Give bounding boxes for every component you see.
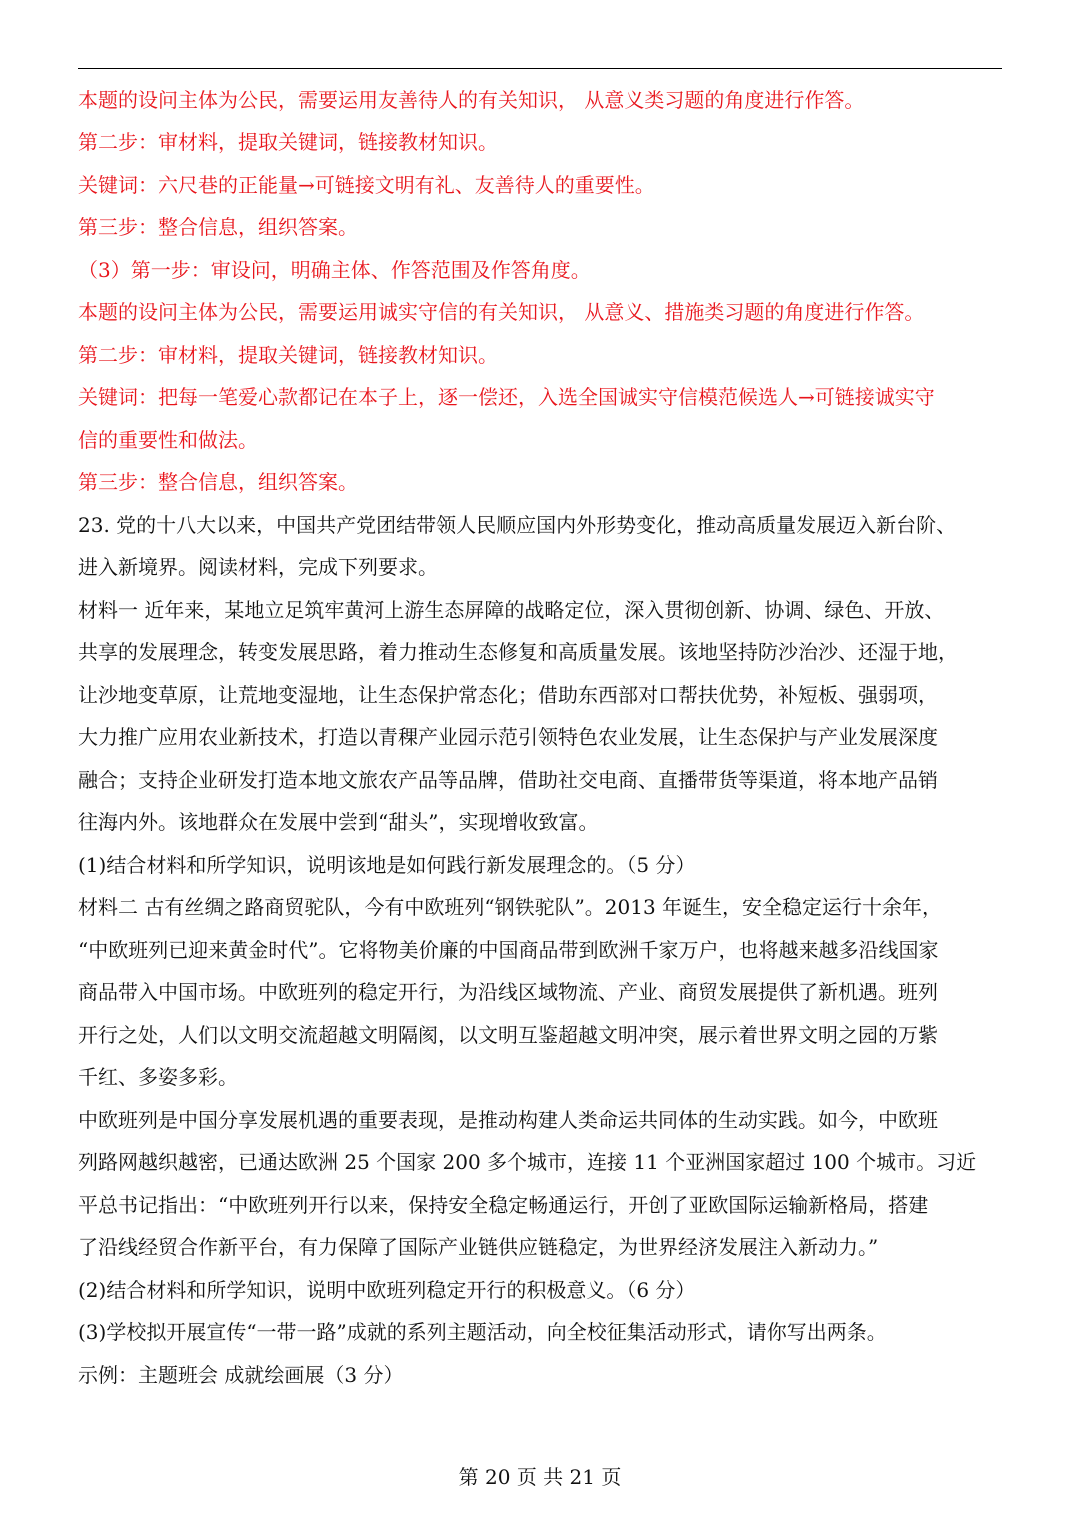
text-line: 平总书记指出：“中欧班列开行以来，保持安全稳定畅通运行，开创了亚欧国际运输新格局，搭建 xyxy=(78,1193,929,1217)
text-line: 商品带入中国市场。中欧班列的稳定开行，为沿线区域物流、产业、商贸发展提供了新机遇。班列 xyxy=(78,980,938,1004)
text-line: 开行之处，人们以文明交流超越文明隔阂，以文明互鉴超越文明冲突，展示着世界文明之园的万紫 xyxy=(78,1023,938,1047)
text-line: 了沿线经贸合作新平台，有力保障了国际产业链供应链稳定，为世界经济发展注入新动力。” xyxy=(78,1235,879,1259)
text-line: 列路网越织越密，已通达欧洲 25 个国家 200 多个城市，连接 11 个亚洲国家超过 100 个城市。习近 xyxy=(78,1150,977,1174)
text-line: 大力推广应用农业新技术，打造以青稞产业园示范引领特色农业发展，让生态保护与产业发展深度 xyxy=(78,725,938,749)
text-line: 本题的设问主体为公民，需要运用诚实守信的有关知识， 从意义、措施类习题的角度进行作答。 xyxy=(78,300,925,324)
text-line: 材料二 古有丝绸之路商贸驼队，今有中欧班列“钢铁驼队”。2013 年诞生，安全稳定运行十余年， xyxy=(78,895,943,919)
text-line: “中欧班列已迎来黄金时代”。它将物美价廉的中国商品带到欧洲千家万户，也将越来越多沿线国家 xyxy=(78,938,939,962)
text-line: 23. 党的十八大以来，中国共产党团结带领人民顺应国内外形势变化，推动高质量发展迈入新台阶、 xyxy=(78,513,957,537)
text-line: 进入新境界。阅读材料，完成下列要求。 xyxy=(78,555,438,579)
text-line: (2)结合材料和所学知识，说明中欧班列稳定开行的积极意义。（6 分） xyxy=(78,1278,696,1302)
text-line: (1)结合材料和所学知识，说明该地是如何践行新发展理念的。（5 分） xyxy=(78,853,696,877)
text-line: 信的重要性和做法。 xyxy=(78,428,258,452)
text-line: 中欧班列是中国分享发展机遇的重要表现，是推动构建人类命运共同体的生动实践。如今，中欧班 xyxy=(78,1108,938,1132)
text-line: 材料一 近年来，某地立足筑牢黄河上游生态屏障的战略定位，深入贯彻创新、协调、绿色、开放、 xyxy=(78,598,945,622)
text-line: 关键词：六尺巷的正能量→可链接文明有礼、友善待人的重要性。 xyxy=(78,173,655,197)
text-line: 第三步：整合信息，组织答案。 xyxy=(78,215,358,239)
page-number: 第 20 页 共 21 页 xyxy=(458,1465,622,1489)
text-line: (3)学校拟开展宣传“一带一路”成就的系列主题活动，向全校征集活动形式，请你写出两条。 xyxy=(78,1320,887,1344)
text-line: 让沙地变草原，让荒地变湿地，让生态保护常态化；借助东西部对口帮扶优势，补短板、强弱项， xyxy=(78,683,938,707)
text-line: 第三步：整合信息，组织答案。 xyxy=(78,470,358,494)
text-line: 共享的发展理念，转变发展思路，着力推动生态修复和高质量发展。该地坚持防沙治沙、还湿于地， xyxy=(78,640,958,664)
text-line: 往海内外。该地群众在发展中尝到“甜头”，实现增收致富。 xyxy=(78,810,599,834)
header-rule xyxy=(78,68,1002,69)
text-line: 千红、多姿多彩。 xyxy=(78,1065,238,1089)
text-line: 示例：主题班会 成就绘画展（3 分） xyxy=(78,1363,404,1387)
text-line: 本题的设问主体为公民，需要运用友善待人的有关知识， 从意义类习题的角度进行作答。 xyxy=(78,88,865,112)
text-line: 关键词：把每一笔爱心款都记在本子上，逐一偿还，入选全国诚实守信模范候选人→可链接诚实守 xyxy=(78,385,935,409)
text-line: （3）第一步：审设问，明确主体、作答范围及作答角度。 xyxy=(78,258,591,282)
text-line: 第二步：审材料，提取关键词，链接教材知识。 xyxy=(78,343,498,367)
text-line: 融合；支持企业研发打造本地文旅农产品等品牌，借助社交电商、直播带货等渠道，将本地产品销 xyxy=(78,768,938,792)
text-line: 第二步：审材料，提取关键词，链接教材知识。 xyxy=(78,130,498,154)
